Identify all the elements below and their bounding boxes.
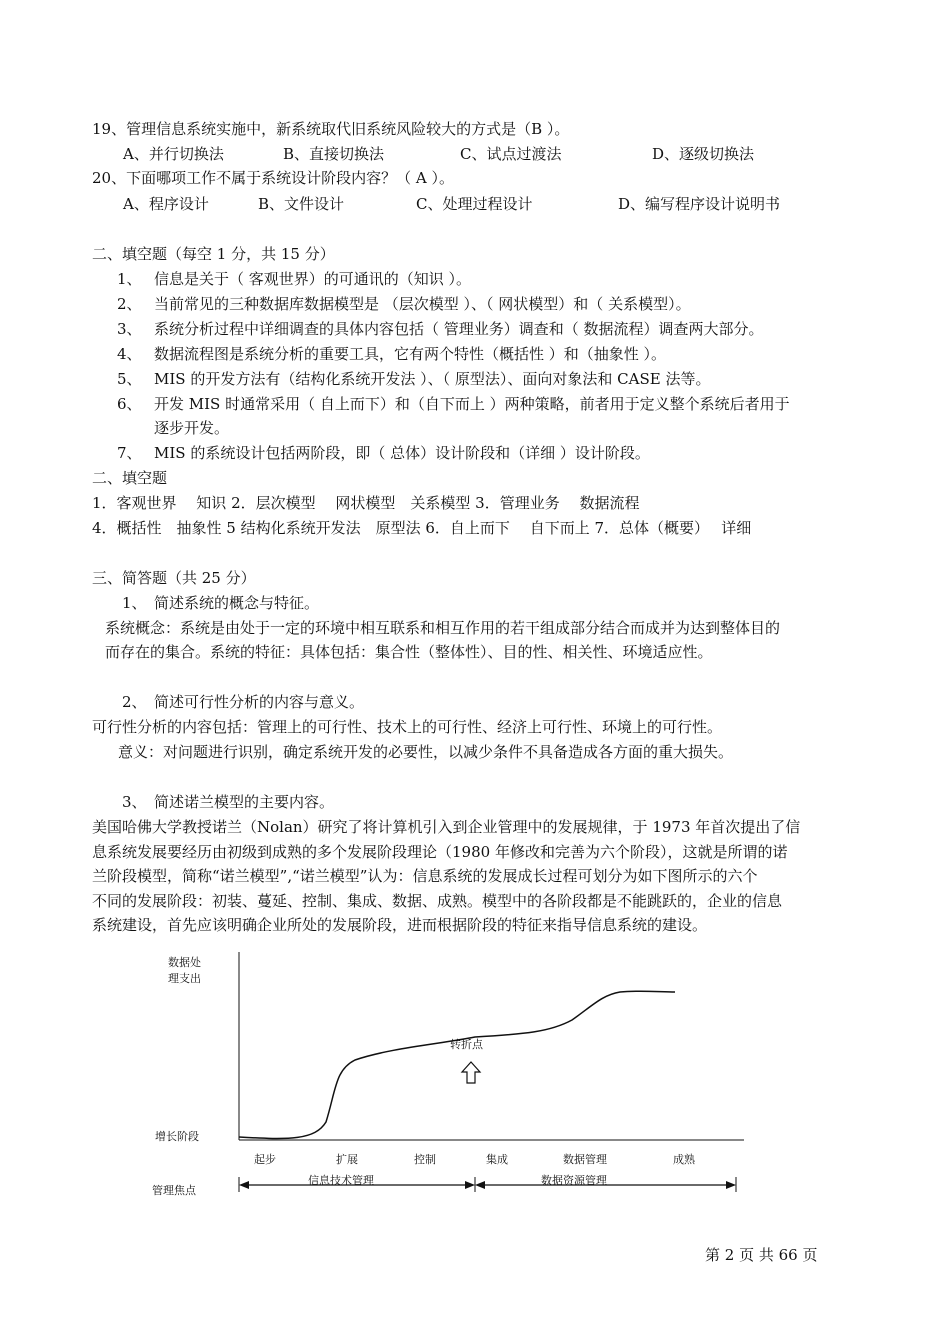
diagram-y-label-line1: 数据处: [168, 956, 201, 969]
short-q3-title: 3、 简述诺兰模型的主要内容。: [122, 793, 335, 811]
short-q2-answer-line: 可行性分析的内容包括：管理上的可行性、技术上的可行性、经济上可行性、环境上的可行性。: [92, 718, 723, 736]
focus-segment-label: 信息技术管理: [308, 1174, 374, 1187]
diagram-growth-label: 增长阶段: [155, 1130, 199, 1143]
q19-option-c: C、试点过渡法: [460, 145, 562, 163]
q19-option-b: B、直接切换法: [283, 145, 385, 163]
fill-item-number: 5、: [117, 370, 142, 388]
short-q3-answer-line: 息系统发展要经历由初级到成熟的多个发展阶段理论（1980 年修改和完善为六个阶段），这就是所谓的诺: [92, 843, 788, 861]
nolan-growth-curve-main: [239, 991, 675, 1138]
fill-item-number: 7、: [117, 444, 142, 462]
arrowhead-left-icon: [475, 1181, 485, 1189]
fill-item-number: 2、: [117, 295, 142, 313]
answer-line-1: 1．客观世界 知识 2．层次模型 网状模型 关系模型 3．管理业务 数据流程: [92, 494, 640, 512]
fill-item-text: MIS 的开发方法有（结构化系统开发法 ）、（ 原型法）、面向对象法和 CASE 法等。: [154, 370, 711, 388]
q20-option-a: A、程序设计: [123, 195, 209, 213]
q20-option-c: C、处理过程设计: [416, 195, 533, 213]
fill-item-text: 数据流程图是系统分析的重要工具，它有两个特性（概括性 ）和（抽象性 ）。: [154, 345, 667, 363]
nolan-model-diagram: [140, 940, 780, 1210]
q19-option-d: D、逐级切换法: [652, 145, 755, 163]
q20-option-b: B、文件设计: [258, 195, 345, 213]
stage-label: 扩展: [336, 1153, 358, 1166]
page-number: 第 2 页 共 66 页: [705, 1246, 818, 1264]
short-answer-heading: 三、简答题（共 25 分）: [92, 569, 256, 587]
fill-item-text: MIS 的系统设计包括两阶段，即（ 总体）设计阶段和（详细 ）设计阶段。: [154, 444, 650, 462]
fill-item-text: 开发 MIS 时通常采用（ 自上而下）和（自下而上 ）两种策略，前者用于定义整个系统后者用于: [154, 395, 790, 413]
short-q1-answer-line: 而存在的集合。系统的特征：具体包括：集合性（整体性）、目的性、相关性、环境适应性。: [105, 643, 713, 661]
fill-item-continuation: 逐步开发。: [154, 419, 230, 437]
arrowhead-right-icon: [465, 1181, 475, 1189]
short-q3-answer-line: 美国哈佛大学教授诺兰（Nolan）研究了将计算机引入到企业管理中的发展规律，于 1973 年首次提出了信: [92, 818, 801, 836]
short-q3-answer-line: 不同的发展阶段：初装、蔓延、控制、集成、数据、成熟。模型中的各阶段都是不能跳跃的，企业的信息: [92, 892, 783, 910]
arrowhead-left-icon: [239, 1181, 249, 1189]
stage-label: 集成: [486, 1153, 508, 1166]
q20-option-d: D、编写程序设计说明书: [618, 195, 781, 213]
short-q3-answer-line: 系统建设，首先应该明确企业所处的发展阶段，进而根据阶段的特征来指导信息系统的建设。: [92, 916, 708, 934]
management-focus-label: 管理焦点: [152, 1184, 196, 1197]
fill-item-number: 3、: [117, 320, 142, 338]
up-arrow-icon: [462, 1062, 480, 1083]
stage-label: 成熟: [673, 1153, 695, 1166]
turning-point-label: 转折点: [450, 1038, 483, 1051]
question-20-stem: 20、下面哪项工作不属于系统设计阶段内容？（ A ）。: [92, 169, 454, 187]
fill-item-number: 6、: [117, 395, 142, 413]
stage-label: 控制: [414, 1153, 436, 1166]
answer-heading: 二、填空题: [92, 469, 168, 487]
arrowhead-right-icon: [726, 1181, 736, 1189]
fill-item-text: 当前常见的三种数据库数据模型是 （层次模型 ）、（ 网状模型）和（ 关系模型）。: [154, 295, 691, 313]
fill-section-heading: 二、填空题（每空 1 分，共 15 分）: [92, 245, 335, 263]
fill-item-text: 系统分析过程中详细调查的具体内容包括（ 管理业务）调查和（ 数据流程）调查两大部分。: [154, 320, 764, 338]
short-q1-title: 1、 简述系统的概念与特征。: [122, 594, 320, 612]
short-q2-answer-line: 意义：对问题进行识别，确定系统开发的必要性，以减少条件不具备造成各方面的重大损失。: [118, 743, 734, 761]
short-q1-answer-line: 系统概念：系统是由处于一定的环境中相互联系和相互作用的若干组成部分结合而成并为达到整体目的: [105, 619, 781, 637]
answer-line-2: 4．概括性 抽象性 5 结构化系统开发法 原型法 6．自上而下 自下而上 7．总体（概要） 详细: [92, 519, 752, 537]
q19-option-a: A、并行切换法: [123, 145, 224, 163]
diagram-y-label-line2: 理支出: [168, 972, 201, 985]
fill-item-number: 1、: [117, 270, 142, 288]
short-q2-title: 2、 简述可行性分析的内容与意义。: [122, 693, 365, 711]
stage-label: 起步: [254, 1153, 276, 1166]
fill-item-number: 4、: [117, 345, 142, 363]
question-19-stem: 19、管理信息系统实施中，新系统取代旧系统风险较大的方式是（B ）。: [92, 120, 570, 138]
fill-item-text: 信息是关于（ 客观世界）的可通讯的（知识 ）。: [154, 270, 472, 288]
stage-label: 数据管理: [563, 1153, 607, 1166]
short-q3-answer-line: 兰阶段模型，简称“诺兰模型”,“诺兰模型”认为：信息系统的发展成长过程可划分为如下图所示的六个: [92, 867, 758, 885]
focus-segment-label: 数据资源管理: [541, 1174, 607, 1187]
